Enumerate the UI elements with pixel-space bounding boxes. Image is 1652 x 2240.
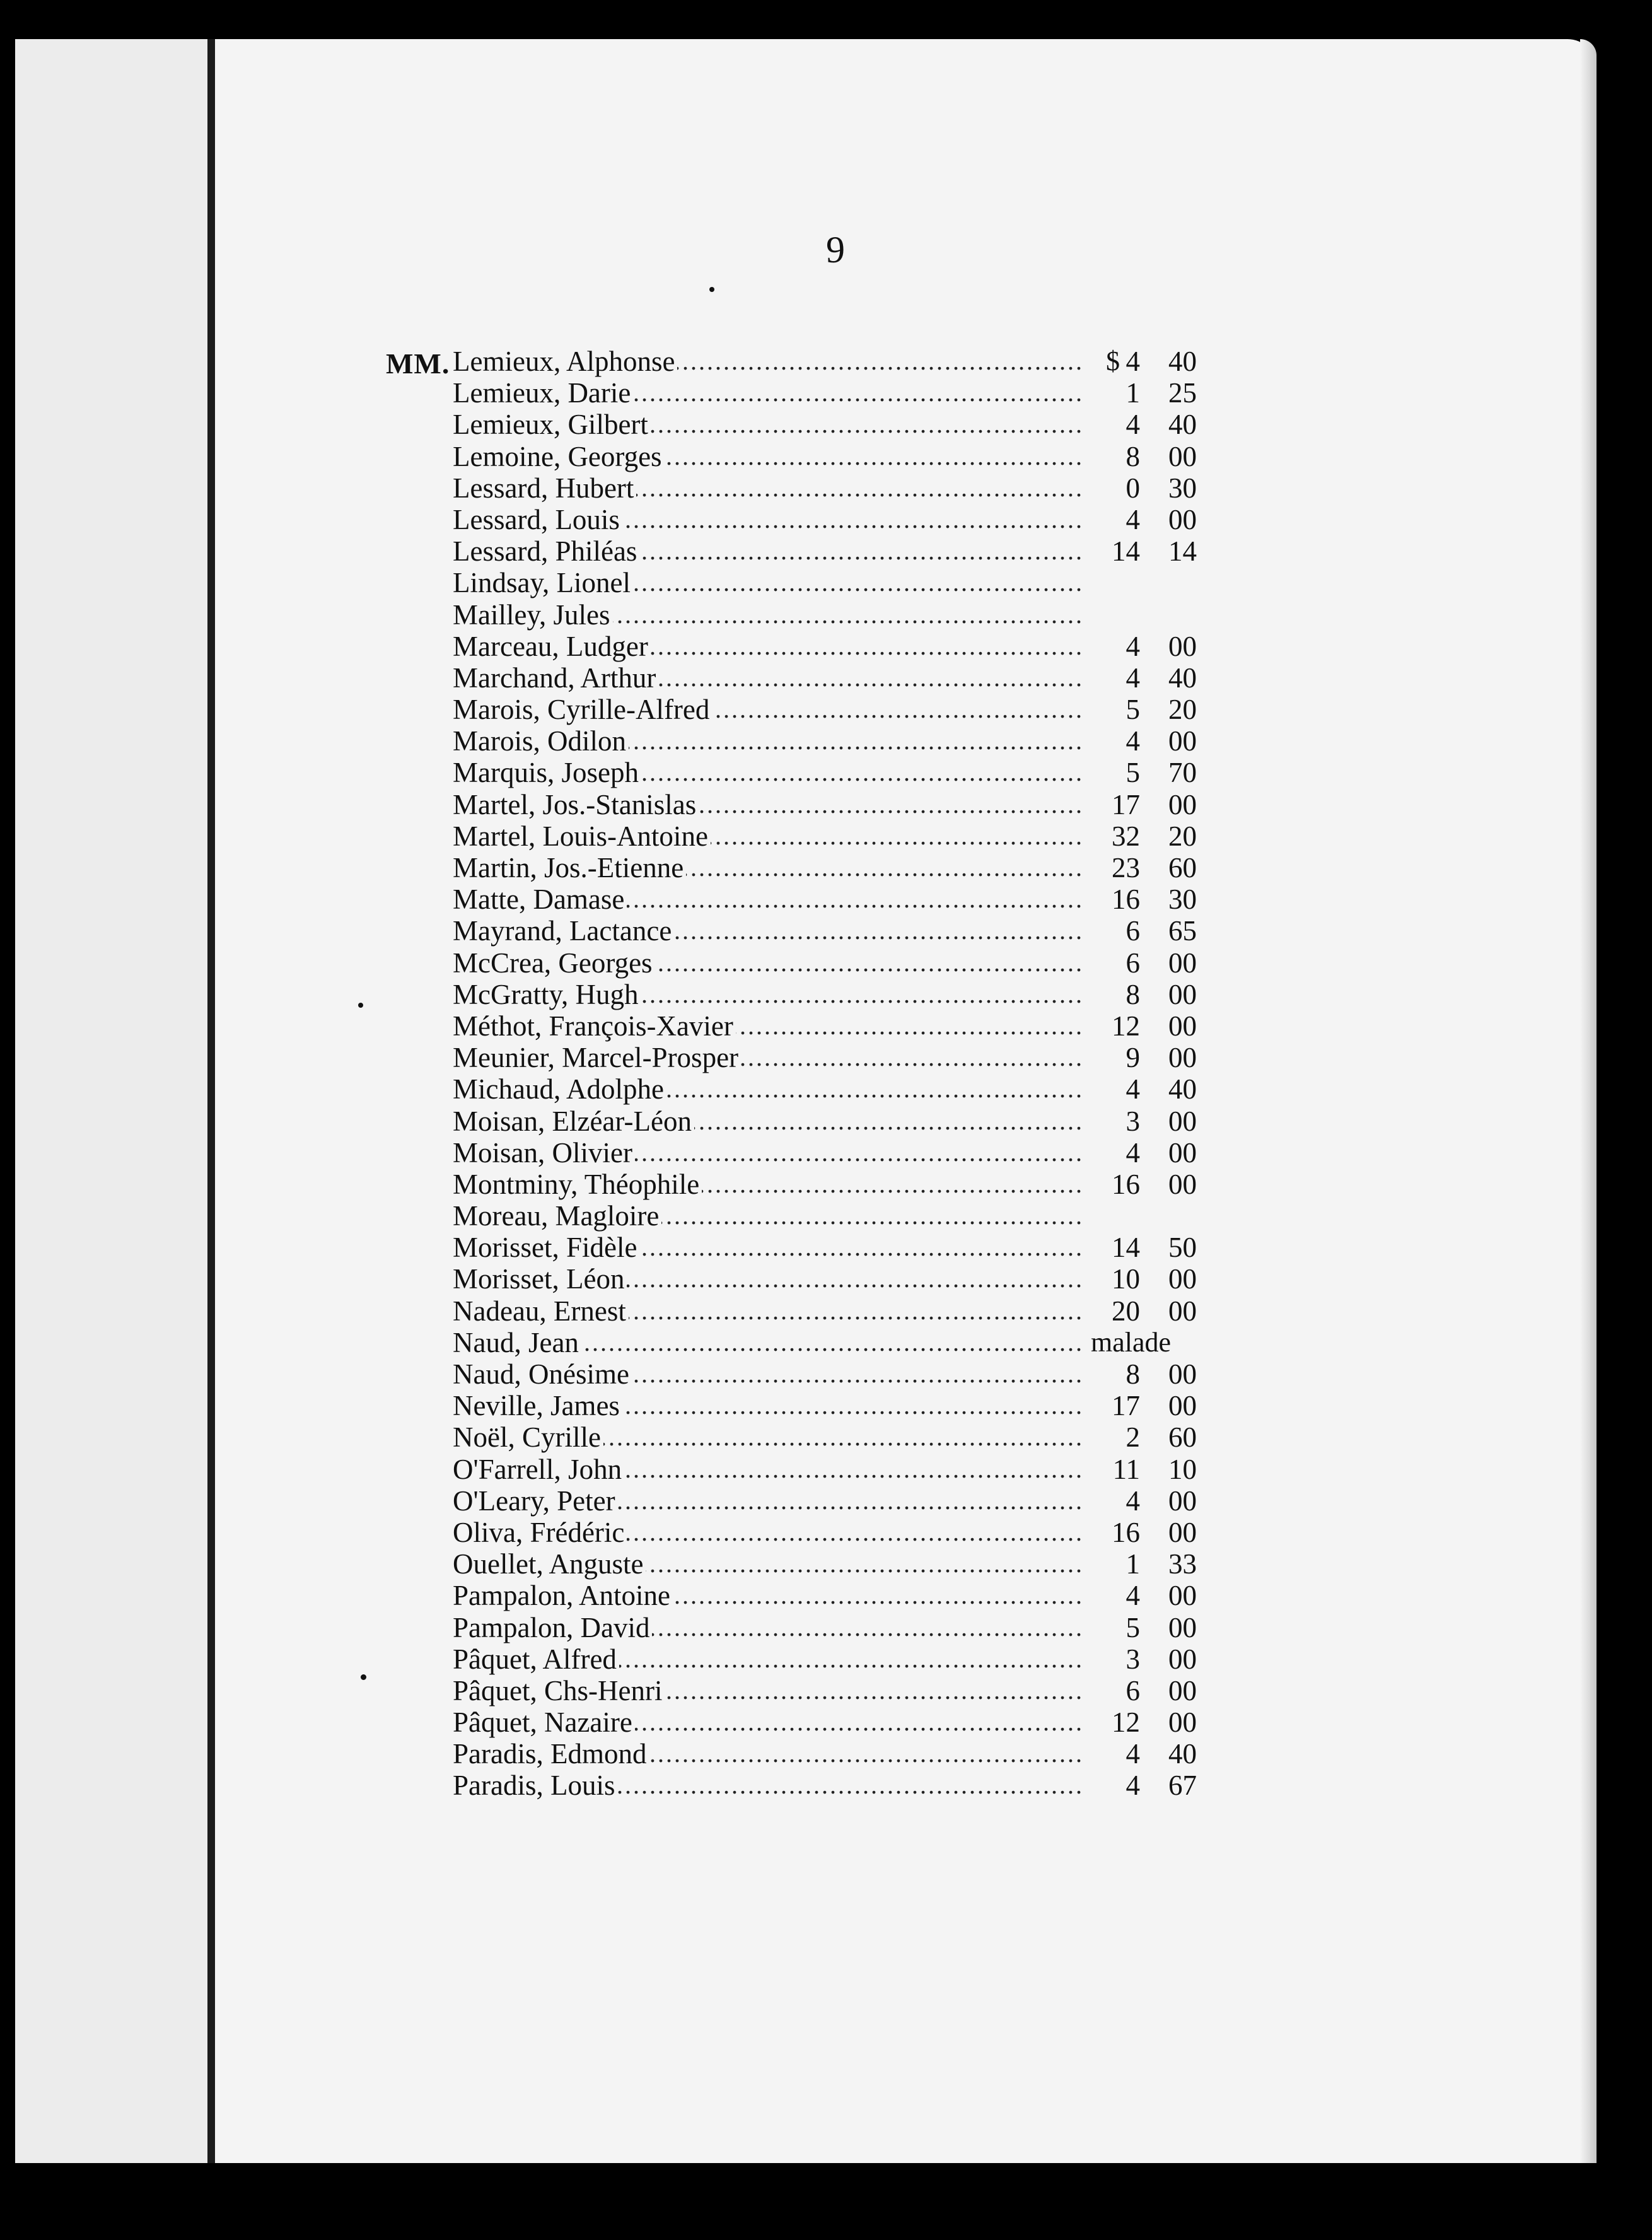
list-item <box>453 1232 1209 1263</box>
amount-dollars: 3 <box>1126 1643 1140 1675</box>
list-item <box>453 884 1209 915</box>
amount-cents: 00 <box>1168 503 1197 535</box>
amount-dollars: 6 <box>1126 947 1140 979</box>
list-item <box>453 567 1209 598</box>
entry-name: Moreau, Magloire <box>453 1200 661 1232</box>
amount-cents: 00 <box>1168 947 1197 979</box>
amount-cents: 00 <box>1168 725 1197 757</box>
list-item <box>453 1643 1209 1675</box>
amount-dollars: 12 <box>1112 1010 1140 1042</box>
amount-cents: 50 <box>1168 1232 1197 1264</box>
amount-cents: 70 <box>1168 757 1197 789</box>
list-item <box>453 915 1209 947</box>
list-item <box>453 1485 1209 1517</box>
amount-cents: 00 <box>1168 1010 1197 1042</box>
list-item <box>453 1580 1209 1611</box>
amount-dollars: 4 <box>1126 630 1140 662</box>
amount-dollars: 11 <box>1112 1453 1140 1485</box>
amount-cents: 25 <box>1168 377 1197 409</box>
amount-dollars: 4 <box>1126 1770 1140 1802</box>
list-item <box>453 1454 1209 1485</box>
list-item <box>453 1738 1209 1770</box>
entry-name: Moisan, Elzéar-Léon <box>453 1105 694 1137</box>
entry-name: Marceau, Ludger <box>453 631 651 662</box>
entry-name: Oliva, Frédéric <box>453 1517 627 1548</box>
list-item <box>453 725 1209 757</box>
list-item <box>453 852 1209 884</box>
amount-cents: 33 <box>1168 1548 1197 1580</box>
amount-cents: 60 <box>1168 852 1197 884</box>
list-item <box>453 409 1209 440</box>
amount-dollars: 17 <box>1112 1390 1140 1422</box>
list-item <box>453 1675 1209 1706</box>
entry-name: Pâquet, Chs-Henri <box>453 1675 665 1706</box>
entry-name: O'Leary, Peter <box>453 1485 618 1517</box>
list-item <box>453 1327 1209 1358</box>
amount-dollars: 4 <box>1126 1073 1140 1105</box>
amount-cents: 00 <box>1168 1263 1197 1295</box>
entry-name: Noël, Cyrille <box>453 1421 603 1453</box>
entry-name: Paradis, Edmond <box>453 1738 649 1770</box>
entry-name: Pampalon, David <box>453 1612 652 1643</box>
subscription-list <box>453 346 1209 1802</box>
scan-speck <box>361 1674 366 1680</box>
list-item <box>453 631 1209 662</box>
list-item <box>453 1137 1209 1169</box>
amount-cents: 00 <box>1168 1516 1197 1548</box>
amount-cents: 00 <box>1168 1168 1197 1200</box>
entry-name: Marchand, Arthur <box>453 662 658 694</box>
amount-dollars: 8 <box>1126 440 1140 472</box>
amount-cents: 30 <box>1168 884 1197 916</box>
amount-dollars: 5 <box>1126 757 1140 789</box>
amount-dollars: 8 <box>1126 1358 1140 1390</box>
amount-cents: 00 <box>1168 440 1197 472</box>
amount-dollars: 14 <box>1112 535 1140 568</box>
amount-cents: 40 <box>1168 1738 1197 1770</box>
entry-name: Pâquet, Nazaire <box>453 1706 635 1738</box>
amount-dollars: 1 <box>1126 377 1140 409</box>
list-item <box>453 1042 1209 1073</box>
amount-dollars: 16 <box>1112 884 1140 916</box>
amount-cents: 60 <box>1168 1421 1197 1454</box>
entry-name: Morisset, Léon <box>453 1263 627 1295</box>
entry-name: Lessard, Philéas <box>453 535 639 567</box>
entry-name: Lemieux, Gilbert <box>453 409 651 440</box>
list-item <box>453 1706 1209 1738</box>
list-item <box>453 1421 1209 1453</box>
entry-name: Paradis, Louis <box>453 1770 617 1801</box>
amount-dollars: 4 <box>1126 1580 1140 1612</box>
amount-dollars: 4 <box>1126 725 1140 757</box>
amount-cents: 00 <box>1168 1105 1197 1137</box>
entry-name: McGratty, Hugh <box>453 979 641 1010</box>
amount-cents: 14 <box>1168 535 1197 568</box>
entry-name: Pâquet, Alfred <box>453 1643 619 1675</box>
amount-cents: 40 <box>1168 1073 1197 1105</box>
entry-name: Méthot, François-Xavier <box>453 1010 736 1042</box>
entry-name: Naud, Onésime <box>453 1358 632 1390</box>
entry-name: Montminy, Théophile <box>453 1169 702 1200</box>
amount-cents: 20 <box>1168 820 1197 852</box>
amount-dollars: 4 <box>1126 1485 1140 1517</box>
amount-cents: 40 <box>1168 409 1197 441</box>
amount-dollars: 4 <box>1126 1738 1140 1770</box>
amount-cents: 00 <box>1168 1706 1197 1739</box>
amount-dollars: 3 <box>1126 1105 1140 1137</box>
amount-cents: 00 <box>1168 1136 1197 1169</box>
list-item <box>453 441 1209 472</box>
entry-name: Naud, Jean <box>453 1327 581 1358</box>
entry-name: Lemieux, Alphonse <box>453 346 677 377</box>
entry-name: Marois, Cyrille-Alfred <box>453 694 712 725</box>
list-item <box>453 1390 1209 1421</box>
entry-name: Martin, Jos.-Etienne <box>453 852 686 884</box>
currency-symbol: $ <box>1106 346 1120 376</box>
entry-name: Michaud, Adolphe <box>453 1073 666 1105</box>
amount-cents: 00 <box>1168 1295 1197 1327</box>
entry-name: Mailley, Jules <box>453 599 613 631</box>
entry-name: Ouellet, Anguste <box>453 1548 646 1580</box>
list-item <box>453 1295 1209 1327</box>
amount-cents: 00 <box>1168 1390 1197 1422</box>
amount-cents: 00 <box>1168 1485 1197 1517</box>
list-item <box>453 789 1209 820</box>
honorific-prefix: MM. <box>386 347 450 380</box>
amount-dollars: 0 <box>1126 472 1140 504</box>
amount-dollars: 4 <box>1126 662 1140 694</box>
entry-name: Mayrand, Lactance <box>453 915 674 947</box>
amount-cents: 00 <box>1168 630 1197 662</box>
amount-dollars: 6 <box>1126 915 1140 947</box>
list-item <box>453 1517 1209 1548</box>
amount-dollars: 16 <box>1112 1516 1140 1548</box>
entry-name: Moisan, Olivier <box>453 1137 635 1169</box>
list-item <box>453 472 1209 504</box>
scan-speck <box>358 1003 363 1008</box>
entry-name: Lessard, Louis <box>453 504 622 535</box>
list-item <box>453 535 1209 567</box>
amount-cents: 00 <box>1168 978 1197 1010</box>
amount-dollars: 12 <box>1112 1706 1140 1739</box>
list-item <box>453 1358 1209 1390</box>
entry-name: Lindsay, Lionel <box>453 567 633 598</box>
entry-name: Martel, Louis-Antoine <box>453 820 711 852</box>
amount-dollars: 1 <box>1126 1548 1140 1580</box>
list-item <box>453 1010 1209 1042</box>
list-item <box>453 1263 1209 1295</box>
amount-cents: 20 <box>1168 694 1197 726</box>
entry-name: Nadeau, Ernest <box>453 1295 629 1327</box>
amount-dollars: 4 <box>1126 346 1140 377</box>
amount-dollars: 4 <box>1126 1136 1140 1169</box>
amount-dollars: 17 <box>1112 788 1140 820</box>
list-item <box>453 1612 1209 1643</box>
entry-name: Marois, Odilon <box>453 725 629 757</box>
amount-cents: 00 <box>1168 1580 1197 1612</box>
entry-name: Martel, Jos.-Stanislas <box>453 789 699 820</box>
amount-cents: 00 <box>1168 788 1197 820</box>
list-item <box>453 1548 1209 1580</box>
page-edge-shadow <box>1580 39 1597 2163</box>
list-item <box>453 820 1209 852</box>
list-item <box>453 346 1209 377</box>
entry-name: Meunier, Marcel-Prosper <box>453 1042 741 1073</box>
amount-dollars: 4 <box>1126 409 1140 441</box>
amount-cents: 65 <box>1168 915 1197 947</box>
entry-name: McCrea, Georges <box>453 947 655 979</box>
amount-dollars: 5 <box>1126 694 1140 726</box>
amount-dollars: 2 <box>1126 1421 1140 1454</box>
entry-name: Neville, James <box>453 1390 622 1421</box>
list-item <box>453 979 1209 1010</box>
entry-name: Morisset, Fidèle <box>453 1232 639 1263</box>
amount-cents: 40 <box>1168 346 1197 377</box>
list-item <box>453 662 1209 694</box>
list-item <box>453 1770 1209 1801</box>
page-number: 9 <box>826 229 845 271</box>
amount-dollars: 20 <box>1112 1295 1140 1327</box>
list-item <box>453 757 1209 788</box>
amount-cents: 00 <box>1168 1611 1197 1643</box>
amount-dollars: 5 <box>1126 1611 1140 1643</box>
entry-name: Lessard, Hubert <box>453 472 636 504</box>
amount-cents: 00 <box>1168 1042 1197 1074</box>
amount-dollars: 9 <box>1126 1042 1140 1074</box>
entry-name: Pampalon, Antoine <box>453 1580 673 1611</box>
entry-name: Lemoine, Georges <box>453 441 665 472</box>
entry-name: Matte, Damase <box>453 884 627 915</box>
amount-dollars: 8 <box>1126 978 1140 1010</box>
list-item <box>453 1105 1209 1137</box>
list-item <box>453 947 1209 979</box>
list-item <box>453 504 1209 535</box>
amount-dollars: 10 <box>1112 1263 1140 1295</box>
amount-dollars: 32 <box>1112 820 1140 852</box>
list-item <box>453 694 1209 725</box>
amount-cents: 00 <box>1168 1674 1197 1706</box>
amount-cents: 30 <box>1168 472 1197 504</box>
amount-dollars: 14 <box>1112 1232 1140 1264</box>
amount-cents: 10 <box>1168 1453 1197 1485</box>
list-item <box>453 377 1209 409</box>
entry-name: Marquis, Joseph <box>453 757 641 788</box>
entry-name: O'Farrell, John <box>453 1454 624 1485</box>
amount-dollars: 4 <box>1126 503 1140 535</box>
binding-line <box>207 39 215 2163</box>
amount-cents: 00 <box>1168 1358 1197 1390</box>
list-item <box>453 1200 1209 1232</box>
amount-cents: 67 <box>1168 1770 1197 1802</box>
entry-note: malade <box>1091 1326 1172 1358</box>
list-item <box>453 599 1209 631</box>
amount-cents: 00 <box>1168 1643 1197 1675</box>
scan-speck <box>709 287 714 292</box>
amount-dollars: 23 <box>1112 852 1140 884</box>
entry-name: Lemieux, Darie <box>453 377 633 409</box>
amount-dollars: 6 <box>1126 1674 1140 1706</box>
list-item <box>453 1073 1209 1105</box>
left-margin <box>15 39 207 2163</box>
list-item <box>453 1169 1209 1200</box>
amount-cents: 40 <box>1168 662 1197 694</box>
amount-dollars: 16 <box>1112 1168 1140 1200</box>
